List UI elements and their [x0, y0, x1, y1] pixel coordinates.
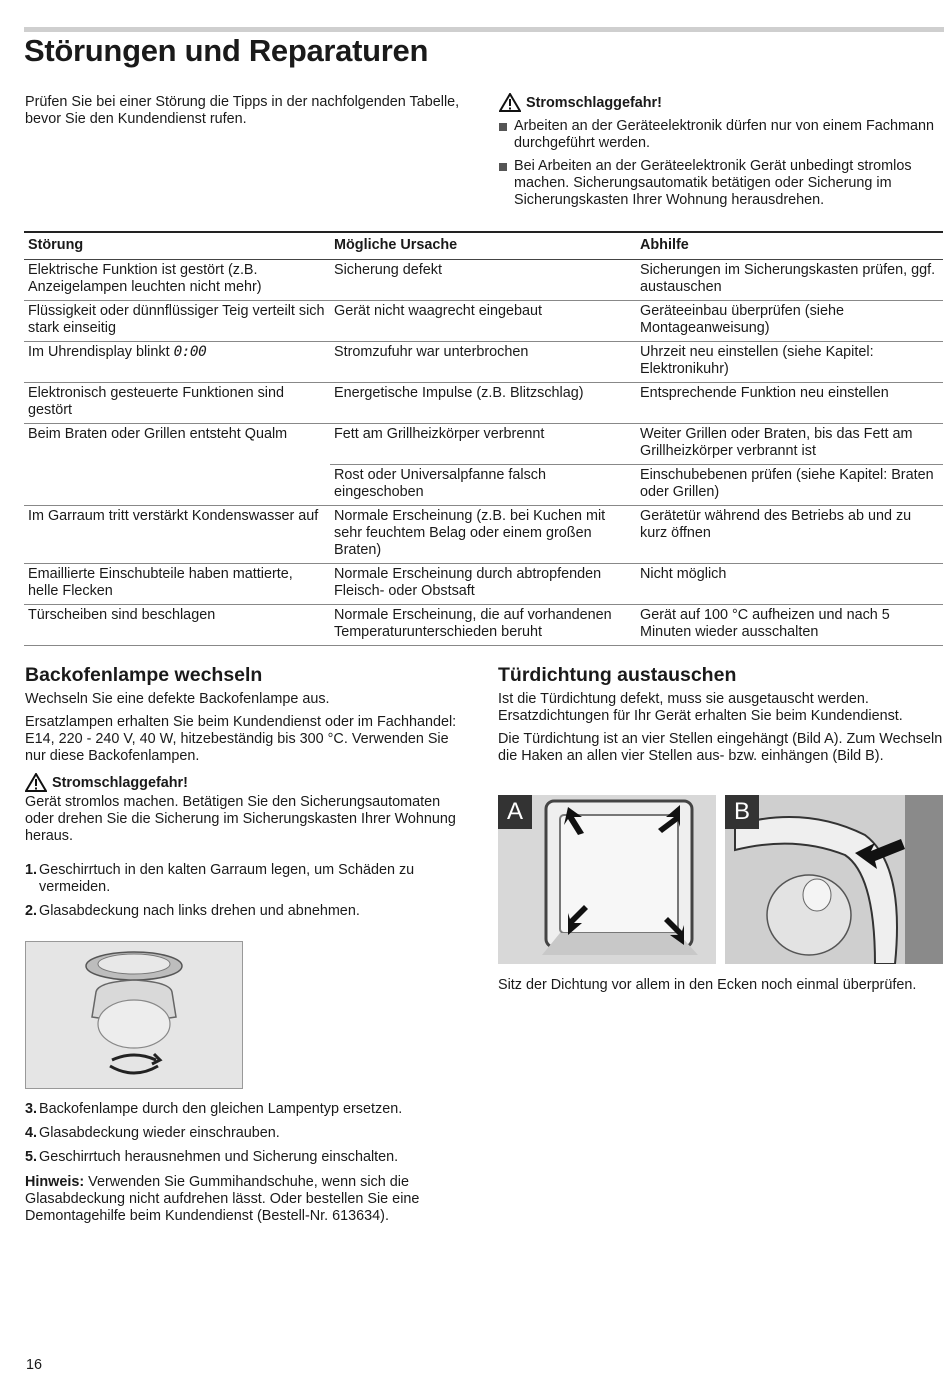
figure-a-label: A	[498, 795, 532, 829]
cell-cause: Rost oder Universalpfanne falsch eingeschoben	[330, 465, 636, 506]
page-title: Störungen und Reparaturen	[24, 33, 429, 68]
table-row	[24, 301, 943, 342]
warning-box-top	[499, 93, 944, 209]
list-item: 1. Geschirrtuch in den kalten Garraum legen, um Schäden zu vermeiden.	[25, 862, 415, 895]
lamp-section	[25, 664, 465, 920]
list-item: 4. Glasabdeckung wieder einschrauben.	[25, 1125, 280, 1141]
top-rule	[24, 27, 944, 32]
col-header-cause: Mögliche Ursache	[330, 232, 636, 260]
cell-cause: Stromzufuhr war unterbrochen	[330, 342, 636, 383]
table-row	[24, 342, 943, 383]
hint-paragraph: Hinweis: Verwenden Sie Gummihandschuhe, wenn sich die Glasabdeckung nicht aufdrehen lässt. Oder bestellen Sie eine Demontagehilfe beim Kundendienst (Bestell-Nr. 613634).	[25, 1174, 420, 1224]
lamp-warning-head: Stromschlaggefahr!	[25, 773, 465, 792]
cell-fault: Im Garraum tritt verstärkt Kondenswasser auf	[24, 506, 330, 564]
cell-cause: Energetische Impulse (z.B. Blitzschlag)	[330, 383, 636, 424]
seal-heading: Türdichtung austauschen	[498, 664, 737, 686]
seal-p3: Sitz der Dichtung vor allem in den Ecken noch einmal überprüfen.	[498, 977, 917, 993]
lamp-cover-illustration	[25, 941, 243, 1089]
warning-triangle-icon	[499, 93, 521, 112]
cell-fix: Geräteeinbau überprüfen (siehe Montageanweisung)	[636, 301, 943, 342]
cell-fix: Entsprechende Funktion neu einstellen	[636, 383, 943, 424]
cell-fix: Nicht möglich	[636, 564, 943, 605]
cell-fix: Sicherungen im Sicherungskasten prüfen, ggf. austauschen	[636, 260, 943, 301]
table-row	[24, 424, 943, 465]
col-header-fault: Störung	[24, 232, 330, 260]
warning-bullet: Bei Arbeiten an der Geräteelektronik Gerät unbedingt stromlos machen. Sicherungsautomatik betätigen oder Sicherung im Sicherungskasten Ihrer Wohnung herausdrehen.	[499, 158, 944, 209]
cell-fault: Flüssigkeit oder dünnflüssiger Teig verteilt sich stark einseitig	[24, 301, 330, 342]
lamp-p2: Ersatzlampen erhalten Sie beim Kundendienst oder im Fachhandel: E14, 220 - 240 V, 40 W, hitzebeständig bis 300 °C. Verwenden Sie nur diese Backofenlampen.	[25, 714, 457, 764]
bullet-square-icon	[499, 123, 507, 131]
figure-b	[725, 795, 943, 964]
cell-cause: Normale Erscheinung durch abtropfenden Fleisch- oder Obstsaft	[330, 564, 636, 605]
lamp-heading: Backofenlampe wechseln	[25, 664, 263, 686]
lamp-warning-text: Gerät stromlos machen. Betätigen Sie den Sicherungsautomaten oder drehen Sie die Sicherung im Sicherungskasten Ihrer Wohnung heraus.	[25, 794, 456, 844]
intro-text: Prüfen Sie bei einer Störung die Tipps in der nachfolgenden Tabelle, bevor Sie den Kundendienst rufen.	[25, 94, 460, 127]
seal-p1: Ist die Türdichtung defekt, muss sie ausgetauscht werden. Ersatzdichtungen für Ihr Gerät erhalten Sie beim Kundendienst.	[498, 691, 903, 724]
figure-a	[498, 795, 716, 964]
warning-triangle-icon	[25, 773, 47, 792]
table-header-row	[24, 232, 943, 260]
bullet-square-icon	[499, 163, 507, 171]
col-header-fix: Abhilfe	[636, 232, 943, 260]
table-row	[24, 605, 943, 646]
table-row	[24, 383, 943, 424]
cell-fix: Uhrzeit neu einstellen (siehe Kapitel: Elektronikuhr)	[636, 342, 943, 383]
cell-cause: Normale Erscheinung, die auf vorhandenen Temperaturunterschieden beruht	[330, 605, 636, 646]
lamp-p1: Wechseln Sie eine defekte Backofenlampe aus.	[25, 691, 330, 707]
clock-display-value: 0:00	[173, 344, 207, 360]
table-row	[24, 564, 943, 605]
cell-cause: Fett am Grillheizkörper verbrennt	[330, 424, 636, 465]
list-item: 2. Glasabdeckung nach links drehen und abnehmen.	[25, 903, 360, 919]
seal-section	[498, 664, 944, 765]
cell-fault: Elektronisch gesteuerte Funktionen sind gestört	[24, 383, 330, 424]
warning-bullet: Arbeiten an der Geräteelektronik dürfen nur von einem Fachmann durchgeführt werden.	[499, 118, 944, 152]
cell-fault: Elektrische Funktion ist gestört (z.B. Anzeigelampen leuchten nicht mehr)	[24, 260, 330, 301]
table-row	[24, 260, 943, 301]
cell-cause: Gerät nicht waagrecht eingebaut	[330, 301, 636, 342]
list-item: 5. Geschirrtuch herausnehmen und Sicherung einschalten.	[25, 1149, 399, 1165]
cell-cause: Sicherung defekt	[330, 260, 636, 301]
cell-fix: Weiter Grillen oder Braten, bis das Fett am Grillheizkörper verbrannt ist	[636, 424, 943, 465]
fault-table	[24, 231, 943, 646]
cell-fix: Gerätetür während des Betriebs ab und zu kurz öffnen	[636, 506, 943, 564]
figure-b-label: B	[725, 795, 759, 829]
lamp-steps-continued	[25, 1101, 465, 1225]
cell-cause: Normale Erscheinung (z.B. bei Kuchen mit sehr feuchtem Belag oder einem großen Braten)	[330, 506, 636, 564]
cell-fix: Einschubebenen prüfen (siehe Kapitel: Braten oder Grillen)	[636, 465, 943, 506]
cell-fix: Gerät auf 100 °C aufheizen und nach 5 Minuten wieder ausschalten	[636, 605, 943, 646]
cell-fault: Türscheiben sind beschlagen	[24, 605, 330, 646]
table-row	[24, 506, 943, 564]
warning-heading: Stromschlaggefahr!	[526, 94, 662, 111]
page-number: 16	[26, 1357, 43, 1373]
lamp-cover-drawing	[26, 942, 242, 1088]
seal-p2: Die Türdichtung ist an vier Stellen eingehängt (Bild A). Zum Wechseln die Haken an allen vier Stellen aus- bzw. einhängen (Bild B).	[498, 731, 943, 764]
cell-fault: Im Uhrendisplay blinkt 0:00	[24, 342, 330, 383]
cell-fault: Beim Braten oder Grillen entsteht Qualm	[24, 424, 330, 506]
cell-fault: Emaillierte Einschubteile haben mattierte, helle Flecken	[24, 564, 330, 605]
list-item: 3. Backofenlampe durch den gleichen Lampentyp ersetzen.	[25, 1101, 403, 1117]
